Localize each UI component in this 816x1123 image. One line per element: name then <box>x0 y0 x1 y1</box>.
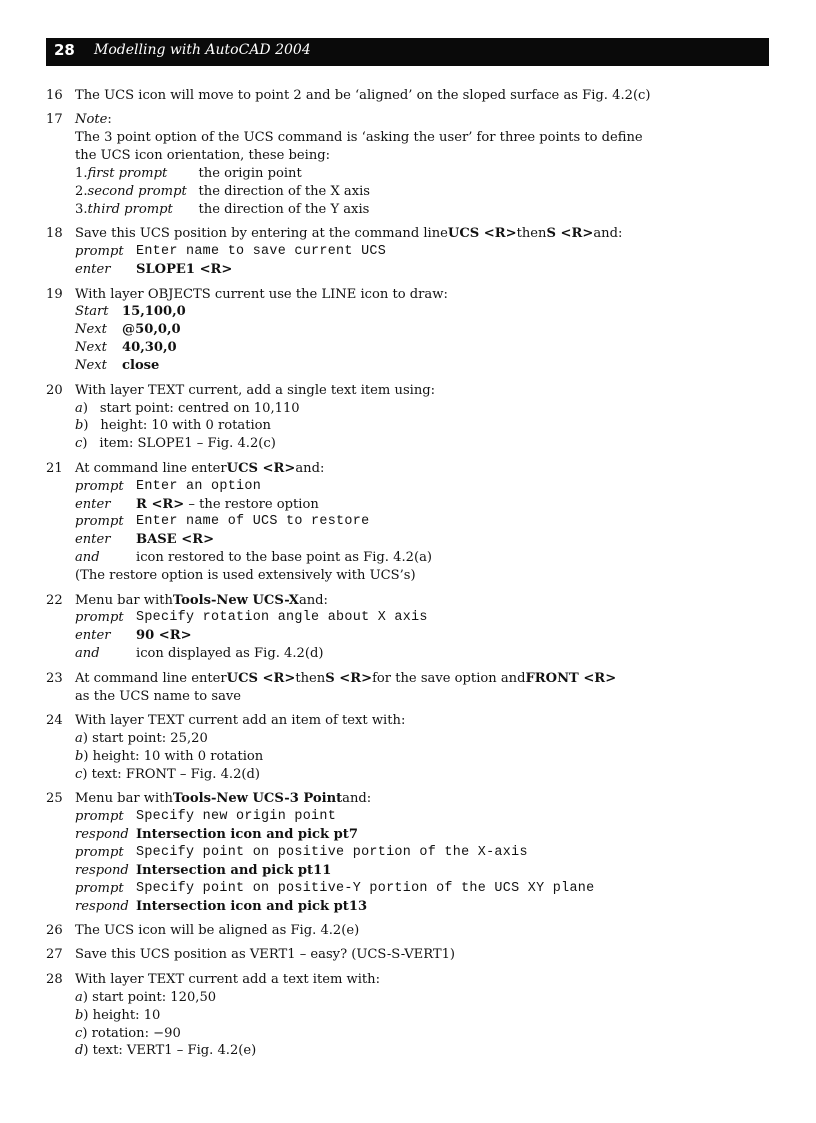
step-20 <box>46 382 746 454</box>
note-label: Note <box>75 112 108 128</box>
text-span: ) <box>82 989 93 1005</box>
text-span: prompt <box>75 610 124 626</box>
step-16 <box>46 87 746 105</box>
step-23 <box>46 670 746 706</box>
text-span: b <box>75 748 84 764</box>
text-span: respond <box>75 862 129 878</box>
text-span: The UCS icon will be aligned as Fig. 4.2(e) <box>75 922 360 938</box>
text-span: With layer TEXT current, add a single text item using: <box>75 382 436 398</box>
text-span: S <R> <box>546 226 594 242</box>
text-span: Next <box>75 358 107 374</box>
text-span: prompt <box>75 809 124 825</box>
text-span: as the UCS name to save <box>75 688 242 704</box>
text-span: first prompt <box>87 166 168 182</box>
text-span: Enter an option <box>136 478 262 494</box>
step-number: 20 <box>46 382 63 398</box>
text-span: ) <box>82 400 88 416</box>
text-span: c <box>75 436 83 452</box>
text-span: prompt <box>75 880 124 896</box>
text-span: 90 <R> <box>136 628 192 644</box>
text-span: Tools-New UCS-3 Point <box>172 791 343 807</box>
text-span: item: SLOPE1 – Fig. 4.2(c) <box>99 436 276 452</box>
step-number: 24 <box>46 713 63 728</box>
text-span: height: 10 <box>92 1007 161 1023</box>
step-number: 27 <box>46 947 63 963</box>
text-span: Menu bar with <box>75 592 173 608</box>
text-span: Enter name of UCS to restore <box>136 514 370 530</box>
step-21 <box>46 460 746 585</box>
text-span: start point: 25,20 <box>92 730 208 746</box>
text-span: UCS <R> <box>447 226 517 242</box>
page-content <box>46 87 746 1067</box>
text-span: : <box>107 112 112 128</box>
text-span: a <box>75 730 83 746</box>
text-span: Start <box>75 304 109 320</box>
step-number: 23 <box>46 670 63 686</box>
text-span: a <box>75 989 83 1005</box>
text-span: and <box>75 550 100 566</box>
text-span: Save this UCS position as VERT1 – easy? (UCS-S-VERT1) <box>75 947 456 963</box>
text-span: start point: 120,50 <box>92 989 217 1005</box>
text-span: second prompt <box>87 184 187 200</box>
text-span: 1. <box>75 166 88 182</box>
text-span: ) <box>82 766 92 782</box>
text-span: text: FRONT – Fig. 4.2(d) <box>91 766 260 782</box>
step-22 <box>46 592 746 664</box>
text-span: ) <box>83 748 93 764</box>
step-number: 18 <box>46 226 63 242</box>
text-span: Tools-New UCS-X <box>172 592 299 608</box>
text-span: @50,0,0 <box>122 322 181 338</box>
text-span: With layer TEXT current add a text item with: <box>75 971 381 987</box>
text-span: the direction of the Y axis <box>198 201 370 217</box>
text-span: third prompt <box>87 201 173 217</box>
text-span: S <R> <box>325 670 373 686</box>
text-span: 2. <box>75 184 88 200</box>
text-span: and: <box>342 791 372 807</box>
text-span: prompt <box>75 514 124 530</box>
text-span: start point: centred on 10,110 <box>99 400 300 416</box>
text-span: Next <box>75 322 107 338</box>
text-span: height: 10 with 0 rotation <box>100 418 271 434</box>
text-span: R <R> <box>136 496 185 512</box>
text-span: enter <box>75 496 111 512</box>
prompt-row <box>75 201 746 219</box>
step-number: 28 <box>46 971 63 987</box>
text-span: enter <box>75 262 111 278</box>
text-span: Save this UCS position by entering at the command line <box>75 226 448 242</box>
prompt-row <box>75 183 746 201</box>
text-span: UCS <R> <box>226 670 296 686</box>
text-span: At command line enter <box>75 460 227 476</box>
step-19 <box>46 286 746 376</box>
step-25 <box>46 790 746 915</box>
text-span: respond <box>75 898 129 914</box>
text-span: With layer OBJECTS current use the LINE icon to draw: <box>75 286 448 302</box>
step-number: 17 <box>46 112 63 128</box>
step-26 <box>46 922 746 940</box>
prompt-row <box>75 165 746 183</box>
text-span: UCS <R> <box>226 460 296 476</box>
step-number: 16 <box>46 88 63 103</box>
text-span: prompt <box>75 244 124 260</box>
text-span: ) <box>82 436 88 452</box>
text-span: ) <box>83 1007 93 1023</box>
step-18 <box>46 225 746 279</box>
text-span: and: <box>298 592 328 608</box>
text-span: SLOPE1 <R> <box>136 262 233 278</box>
text-span: Next <box>75 340 107 356</box>
step-number: 21 <box>46 460 63 476</box>
step-17 <box>46 111 746 218</box>
text-span: – the restore option <box>184 496 319 512</box>
text-span: c <box>75 766 83 782</box>
step-28 <box>46 971 746 1061</box>
text-span: 40,30,0 <box>122 340 177 356</box>
step-24 <box>46 712 746 784</box>
text-span: ) <box>83 1043 93 1059</box>
text-span: respond <box>75 826 129 842</box>
text-span: prompt <box>75 844 124 860</box>
text-span: Intersection icon and pick pt13 <box>136 898 368 914</box>
text-span: icon restored to the base point as Fig. 4.2(a) <box>136 550 432 566</box>
text-span: At command line enter <box>75 670 227 686</box>
text-span: b <box>75 418 84 434</box>
text-span: text: VERT1 – Fig. 4.2(e) <box>92 1043 257 1059</box>
step-27 <box>46 946 746 964</box>
step-number: 25 <box>46 791 63 807</box>
text-span: c <box>75 1025 83 1041</box>
text-span: Intersection and pick pt11 <box>136 862 332 878</box>
text-span: ) <box>82 730 93 746</box>
step-number: 26 <box>46 922 63 938</box>
text-span: Specify point on positive-Y portion of the UCS XY plane <box>136 880 595 896</box>
text-span: then <box>295 670 326 686</box>
step-number: 19 <box>46 286 63 302</box>
text-span: FRONT <R> <box>525 670 617 686</box>
text-span: ) <box>83 418 89 434</box>
step-text: The UCS icon will move to point 2 and be ‘aligned’ on the sloped surface as Fig. 4.2(c) <box>75 88 651 103</box>
text-span: prompt <box>75 478 124 494</box>
text-span: ) <box>82 1025 92 1041</box>
text-span: and: <box>295 460 325 476</box>
text-span: icon displayed as Fig. 4.2(d) <box>136 646 324 662</box>
book-title: Modelling with AutoCAD 2004 <box>94 42 311 58</box>
text-span: for the save option and <box>372 670 526 686</box>
text-span: Intersection icon and pick pt7 <box>136 826 358 842</box>
note-line: The 3 point option of the UCS command is ‘asking the user’ for three points to define <box>75 130 643 146</box>
note-line: the UCS icon orientation, these being: <box>75 148 331 164</box>
running-header <box>46 38 769 66</box>
text-span: b <box>75 1007 84 1023</box>
text-span: rotation: −90 <box>91 1025 181 1041</box>
text-span: enter <box>75 532 111 548</box>
text-span: 15,100,0 <box>122 304 186 320</box>
text-span: d <box>75 1043 84 1059</box>
text-span: and: <box>593 226 623 242</box>
text-span: Specify point on positive portion of the X-axis <box>136 844 528 860</box>
text-span: the direction of the X axis <box>198 184 371 200</box>
text-span: Menu bar with <box>75 791 173 807</box>
text-span: Specify rotation angle about X axis <box>136 610 428 626</box>
page-number: 28 <box>54 41 75 59</box>
text-span: close <box>122 358 160 374</box>
text-span: BASE <R> <box>136 532 215 548</box>
step-number: 22 <box>46 592 63 608</box>
text-span: then <box>516 226 547 242</box>
text-span: height: 10 with 0 rotation <box>92 748 264 764</box>
text-span: enter <box>75 628 111 644</box>
text-span: Specify new origin point <box>136 809 337 825</box>
text-span: Enter name to save current UCS <box>136 244 387 260</box>
text-span: a <box>75 400 83 416</box>
text-span: and <box>75 646 100 662</box>
text-span: 3. <box>75 201 88 217</box>
text-span: With layer TEXT current add an item of text with: <box>75 713 406 728</box>
text-span: (The restore option is used extensively with UCS’s) <box>75 568 416 584</box>
text-span: the origin point <box>198 166 302 182</box>
